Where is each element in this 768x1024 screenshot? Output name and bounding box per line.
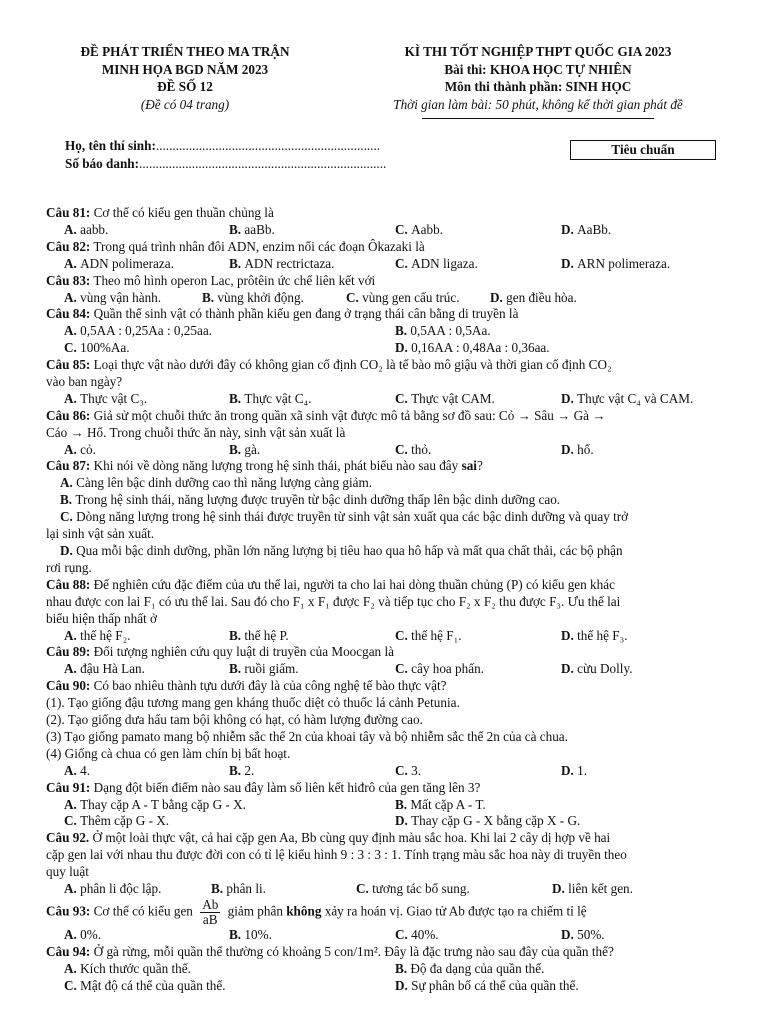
- answer-option[interactable]: B. Thực vật C₄.: [229, 390, 312, 406]
- exam-header-left: [40, 43, 330, 113]
- question-stem: Câu 85: Loại thực vật nào dưới đây có không gian cố định CO₂ là tế bào mô giậu và thời gian cố định CO₂: [46, 357, 612, 373]
- standard-badge: Tiêu chuẩn: [570, 140, 716, 160]
- option-letter: C.: [395, 255, 412, 271]
- options-row: [46, 661, 738, 678]
- question-85: [46, 357, 738, 408]
- question-90: [46, 678, 738, 779]
- question-number: Câu 82:: [46, 238, 91, 254]
- answer-option[interactable]: B. Độ đa dạng của quần thể.: [395, 960, 545, 976]
- question-stem: nhau được con lai F₁ có ưu thế lai. Sau đó cho F₁ x F₁ được F₂ và tiếp tục cho F₂ x F₂ thu được F₃. Ưu thế lai: [46, 593, 621, 609]
- option-letter: A.: [64, 627, 81, 643]
- options-row: [46, 340, 738, 357]
- answer-option[interactable]: B. ADN rectrictaza.: [229, 255, 335, 271]
- option-letter: D.: [561, 441, 578, 457]
- answer-option[interactable]: B. Mất cặp A - T.: [395, 796, 486, 812]
- answer-option[interactable]: A. Càng lên bậc dinh dưỡng cao thì năng lượng càng giảm.: [60, 475, 373, 491]
- answer-option[interactable]: C. thế hệ F₁.: [395, 627, 462, 643]
- options-row: [46, 881, 738, 898]
- answer-option[interactable]: A. Thay cặp A - T bằng cặp G - X.: [64, 796, 246, 812]
- statement-item: (4) Giống cà chua có gen làm chín bị bất hoạt.: [46, 745, 291, 761]
- answer-option[interactable]: D. ARN polimeraza.: [561, 255, 671, 271]
- answer-option-continuation: rơi rụng.: [46, 559, 92, 575]
- option-letter: A.: [64, 390, 81, 406]
- header-right-line-2: Bài thi: KHOA HỌC TỰ NHIÊN: [444, 61, 632, 77]
- student-name-field[interactable]: ....................................................................: [155, 138, 381, 153]
- question-number: Câu 83:: [46, 272, 91, 288]
- answer-option[interactable]: C. Dòng năng lượng trong hệ sinh thái được truyền từ sinh vật sản xuất qua các bậc dinh dưỡng và quay trở: [60, 509, 629, 525]
- question-stem: cặp gen lai với nhau thu được đời con có tỉ lệ kiểu hình 9 : 3 : 3 : 1. Tính trạng màu sắc hoa này di truyền theo: [46, 847, 627, 863]
- question-stem: Câu 82: Trong quá trình nhân đôi ADN, enzim nối các đoạn Ôkazaki là: [46, 238, 425, 254]
- header-left-line-3: ĐỀ SỐ 12: [157, 79, 213, 94]
- options-row: [46, 628, 738, 645]
- option-letter: D.: [561, 627, 578, 643]
- options-row: [46, 442, 738, 459]
- question-stem: biểu hiện thấp nhất ở: [46, 610, 157, 626]
- answer-option[interactable]: B. vùng khởi động.: [202, 289, 304, 305]
- option-letter: B.: [202, 289, 218, 305]
- header-left-line-4: (Đề có 04 trang): [140, 96, 230, 112]
- option-letter: A.: [64, 796, 81, 812]
- question-number: Câu 90:: [46, 678, 91, 694]
- option-letter: B.: [229, 661, 245, 677]
- answer-option[interactable]: C. 40%.: [395, 926, 439, 942]
- option-letter: A.: [64, 323, 81, 339]
- option-letter: C.: [60, 509, 77, 525]
- answer-option[interactable]: B. gà.: [229, 441, 261, 457]
- option-letter: C.: [64, 813, 81, 829]
- question-number: Câu 94:: [46, 943, 91, 959]
- answer-option[interactable]: D. thế hệ F₃.: [561, 627, 628, 643]
- answer-option[interactable]: A. phân li độc lập.: [64, 881, 162, 897]
- question-84: [46, 306, 738, 357]
- question-stem: Câu 84: Quần thể sinh vật có thành phần kiểu gen đang ở trạng thái cân bằng di truyền là: [46, 306, 519, 322]
- statement-item: (2). Tạo giống dưa hấu tam bội không có hạt, có hàm lượng đường cao.: [46, 712, 423, 728]
- option-letter: C.: [395, 926, 412, 942]
- question-91: [46, 780, 738, 831]
- header-divider: [422, 118, 654, 119]
- question-stem: Câu 93: Cơ thể có kiểu gen $\frac{Ab}{aB}$ giảm phân không xảy ra hoán vị. Giao tử Ab được tạo ra chiếm tỉ lệ: [46, 896, 587, 927]
- header-right-line-1: KÌ THI TỐT NGHIỆP THPT QUỐC GIA 2023: [404, 44, 672, 59]
- emphasis: không: [286, 903, 322, 919]
- option-letter: D.: [561, 661, 578, 677]
- option-letter: C.: [395, 221, 412, 237]
- student-name-label: Họ, tên thí sinh:: [65, 138, 156, 153]
- question-stem: Câu 86: Giả sử một chuỗi thức ăn trong quần xã sinh vật được mô tả bằng sơ đồ sau: Cỏ → Sâu → Gà →: [46, 407, 606, 423]
- question-stem: Câu 91: Dạng đột biến điểm nào sau đây làm số liên kết hiđrô của gen tăng lên 3?: [46, 779, 481, 795]
- option-letter: D.: [561, 762, 578, 778]
- answer-option[interactable]: B. thế hệ P.: [229, 627, 289, 643]
- statement-item: (3) Tạo giống pamato mang bộ nhiễm sắc thể 2n của khoai tây và bộ nhiễm sắc thể 2n của cà chua.: [46, 728, 568, 744]
- option-letter: D.: [561, 926, 578, 942]
- answer-option[interactable]: C. 3.: [395, 762, 422, 778]
- options-row: [46, 256, 738, 273]
- option-letter: D.: [561, 390, 578, 406]
- option-letter: B.: [229, 221, 245, 237]
- option-letter: A.: [64, 881, 81, 897]
- option-letter: C.: [64, 977, 81, 993]
- option-letter: B.: [211, 881, 227, 897]
- question-number: Câu 91:: [46, 779, 91, 795]
- option-letter: C.: [346, 289, 363, 305]
- answer-option[interactable]: C. vùng gen cấu trúc.: [346, 289, 460, 305]
- answer-option[interactable]: D. Thay cặp G - X bằng cặp X - G.: [395, 813, 581, 829]
- question-81: [46, 205, 738, 239]
- question-number: Câu 86:: [46, 407, 91, 423]
- fraction-denominator: aB: [202, 911, 218, 927]
- emphasis: sai: [461, 458, 477, 474]
- statement-item: (1). Tạo giống đậu tương mang gen kháng thuốc diệt cỏ thuốc lá cảnh Petunia.: [46, 695, 460, 711]
- question-82: [46, 239, 738, 273]
- question-number: Câu 89:: [46, 644, 91, 660]
- question-86: [46, 408, 738, 459]
- answer-option[interactable]: B. 10%.: [229, 926, 272, 942]
- answer-option[interactable]: A. 0,5AA : 0,25Aa : 0,25aa.: [64, 323, 212, 339]
- answer-option[interactable]: D. gen điều hòa.: [490, 289, 577, 305]
- option-letter: B.: [229, 627, 245, 643]
- answer-option[interactable]: D. 50%.: [561, 926, 605, 942]
- options-row: [46, 961, 738, 978]
- options-row: [46, 391, 738, 408]
- answer-option[interactable]: C. tương tác bổ sung.: [356, 881, 470, 897]
- question-stem: Câu 87: Khi nói về dòng năng lượng trong hệ sinh thái, phát biểu nào sau đây sai?: [46, 458, 483, 474]
- question-stem: Câu 81: Cơ thể có kiểu gen thuần chủng là: [46, 205, 274, 220]
- option-letter: C.: [395, 441, 412, 457]
- option-letter: D.: [395, 813, 412, 829]
- option-letter: C.: [395, 661, 412, 677]
- answer-option[interactable]: C. cây hoa phấn.: [395, 661, 484, 677]
- question-number: Câu 85:: [46, 357, 91, 373]
- option-letter: B.: [395, 960, 411, 976]
- option-letter: D.: [561, 255, 578, 271]
- answer-option[interactable]: B. Trong hệ sinh thái, năng lượng được truyền từ bậc dinh dưỡng thấp lên bậc dinh dưỡng cao.: [60, 492, 561, 508]
- question-list: [46, 205, 738, 995]
- question-stem: Câu 94: Ở gà rừng, mỗi quần thể thường có khoảng 5 con/1m². Đây là đặc trưng nào sau đây của quần thể?: [46, 943, 614, 959]
- answer-option[interactable]: D. AaBb.: [561, 221, 612, 237]
- option-letter: C.: [395, 762, 412, 778]
- answer-option[interactable]: C. thỏ.: [395, 441, 432, 457]
- question-number: Câu 93:: [46, 903, 91, 919]
- answer-option[interactable]: A. vùng vận hành.: [64, 289, 162, 305]
- option-letter: D.: [395, 977, 412, 993]
- question-stem: Cáo → Hổ. Trong chuỗi thức ăn này, sinh vật sản xuất là: [46, 424, 346, 440]
- option-letter: D.: [60, 543, 77, 559]
- option-letter: B.: [229, 926, 245, 942]
- answer-option[interactable]: D. 1.: [561, 762, 588, 778]
- answer-option[interactable]: A. đậu Hà Lan.: [64, 661, 145, 677]
- answer-option[interactable]: A. 0%.: [64, 926, 102, 942]
- option-letter: A.: [64, 926, 81, 942]
- options-row: [46, 813, 738, 830]
- option-letter: C.: [395, 390, 412, 406]
- answer-option[interactable]: B. phân li.: [211, 881, 266, 897]
- question-stem: Câu 89: Đối tượng nghiên cứu quy luật di truyền của Moocgan là: [46, 644, 394, 660]
- option-letter: A.: [64, 661, 81, 677]
- option-letter: A.: [64, 762, 81, 778]
- answer-option[interactable]: B. aaBb.: [229, 221, 275, 237]
- answer-option[interactable]: D. 0,16AA : 0,48Aa : 0,36aa.: [395, 340, 550, 356]
- answer-option[interactable]: C. Aabb.: [395, 221, 443, 237]
- answer-option[interactable]: A. aabb.: [64, 221, 109, 237]
- answer-option[interactable]: A. thế hệ F₂.: [64, 627, 131, 643]
- option-letter: B.: [229, 390, 245, 406]
- option-letter: B.: [60, 492, 76, 508]
- question-number: Câu 88:: [46, 576, 91, 592]
- answer-option[interactable]: C. Thực vật CAM.: [395, 390, 495, 406]
- header-right-line-4: Thời gian làm bài: 50 phút, không kể thời gian phát đề: [393, 96, 683, 112]
- question-stem: Câu 88: Để nghiên cứu đặc điểm của ưu thế lai, người ta cho lai hai dòng thuần chủng (P) có kiểu gen khác: [46, 576, 615, 592]
- answer-option[interactable]: C. 100%Aa.: [64, 340, 130, 356]
- option-letter: B.: [229, 441, 245, 457]
- question-92: [46, 830, 738, 898]
- genotype-fraction: [200, 898, 220, 927]
- answer-option[interactable]: A. cỏ.: [64, 441, 96, 457]
- option-letter: C.: [356, 881, 373, 897]
- question-number: Câu 87:: [46, 458, 91, 474]
- answer-option[interactable]: A. ADN polimeraza.: [64, 255, 174, 271]
- question-stem: Câu 92. Ở một loài thực vật, cả hai cặp gen Aa, Bb cùng quy định màu sắc hoa. Khi lai 2 cây dị hợp về hai: [46, 830, 611, 846]
- question-83: [46, 273, 738, 307]
- answer-option[interactable]: A. 4.: [64, 762, 91, 778]
- option-letter: A.: [64, 289, 81, 305]
- question-stem: Câu 90: Có bao nhiêu thành tựu dưới đây là của công nghệ tế bào thực vật?: [46, 678, 447, 694]
- question-number: Câu 81:: [46, 205, 91, 220]
- question-94: [46, 944, 738, 995]
- question-87: [46, 458, 738, 576]
- option-letter: A.: [64, 441, 81, 457]
- question-stem: vào ban ngày?: [46, 373, 123, 389]
- option-letter: C.: [64, 340, 81, 356]
- option-letter: C.: [395, 627, 412, 643]
- options-row: [46, 290, 738, 307]
- student-id-field[interactable]: ...........................................................................: [139, 155, 387, 171]
- option-letter: D.: [561, 221, 578, 237]
- question-93: [46, 898, 738, 944]
- option-letter: A.: [64, 255, 81, 271]
- option-letter: D.: [490, 289, 507, 305]
- answer-option[interactable]: B. ruồi giấm.: [229, 661, 299, 677]
- answer-option[interactable]: B. 2.: [229, 762, 255, 778]
- answer-option-continuation: lại sinh vật sản xuất.: [46, 526, 155, 542]
- option-letter: A.: [64, 960, 81, 976]
- options-row: [46, 978, 738, 995]
- answer-option[interactable]: C. ADN ligaza.: [395, 255, 478, 271]
- header-left-line-2: MINH HỌA BGD NĂM 2023: [101, 61, 269, 77]
- answer-option[interactable]: D. Thực vật C₄ và CAM.: [561, 390, 694, 406]
- answer-option[interactable]: B. 0,5AA : 0,5Aa.: [395, 323, 491, 339]
- option-letter: D.: [552, 881, 569, 897]
- question-89: [46, 644, 738, 678]
- option-letter: A.: [60, 475, 77, 491]
- option-letter: B.: [395, 796, 411, 812]
- answer-option[interactable]: D. Qua mỗi bậc dinh dưỡng, phần lớn năng lượng bị tiêu hao qua hô hấp và mất qua chất thải, các bộ phận: [60, 543, 623, 559]
- student-id-label: Số báo danh:: [65, 155, 140, 171]
- answer-option[interactable]: A. Kích thước quần thể.: [64, 960, 191, 976]
- question-88: [46, 577, 738, 645]
- answer-option[interactable]: D. hổ.: [561, 441, 594, 457]
- question-number: Câu 92.: [46, 830, 90, 846]
- options-row: [46, 927, 738, 944]
- option-letter: B.: [229, 255, 245, 271]
- question-number: Câu 84:: [46, 306, 91, 322]
- option-letter: B.: [229, 762, 245, 778]
- option-letter: A.: [64, 221, 81, 237]
- answer-option[interactable]: D. cừu Dolly.: [561, 661, 633, 677]
- answer-option[interactable]: C. Thêm cặp G - X.: [64, 813, 170, 829]
- options-row: [46, 763, 738, 780]
- fraction-numerator: Ab: [202, 896, 219, 912]
- option-letter: B.: [395, 323, 411, 339]
- options-row: [46, 797, 738, 814]
- answer-option[interactable]: A. Thực vật C₃.: [64, 390, 148, 406]
- header-right-line-3: Môn thi thành phần: SINH HỌC: [444, 79, 632, 94]
- exam-header-right: [338, 43, 738, 113]
- student-info: [65, 137, 386, 172]
- answer-option[interactable]: D. liên kết gen.: [552, 881, 633, 897]
- options-row: [46, 323, 738, 340]
- option-letter: D.: [395, 340, 412, 356]
- answer-option[interactable]: C. Mật độ cá thể của quần thể.: [64, 977, 226, 993]
- answer-option[interactable]: D. Sự phân bố cá thể của quần thể.: [395, 977, 579, 993]
- header-left-line-1: ĐỀ PHÁT TRIỂN THEO MA TRẬN: [80, 44, 290, 59]
- question-stem: quy luật: [46, 864, 89, 880]
- options-row: [46, 222, 738, 239]
- question-stem: Câu 83: Theo mô hình operon Lac, prôtêin ức chế liên kết với: [46, 272, 376, 288]
